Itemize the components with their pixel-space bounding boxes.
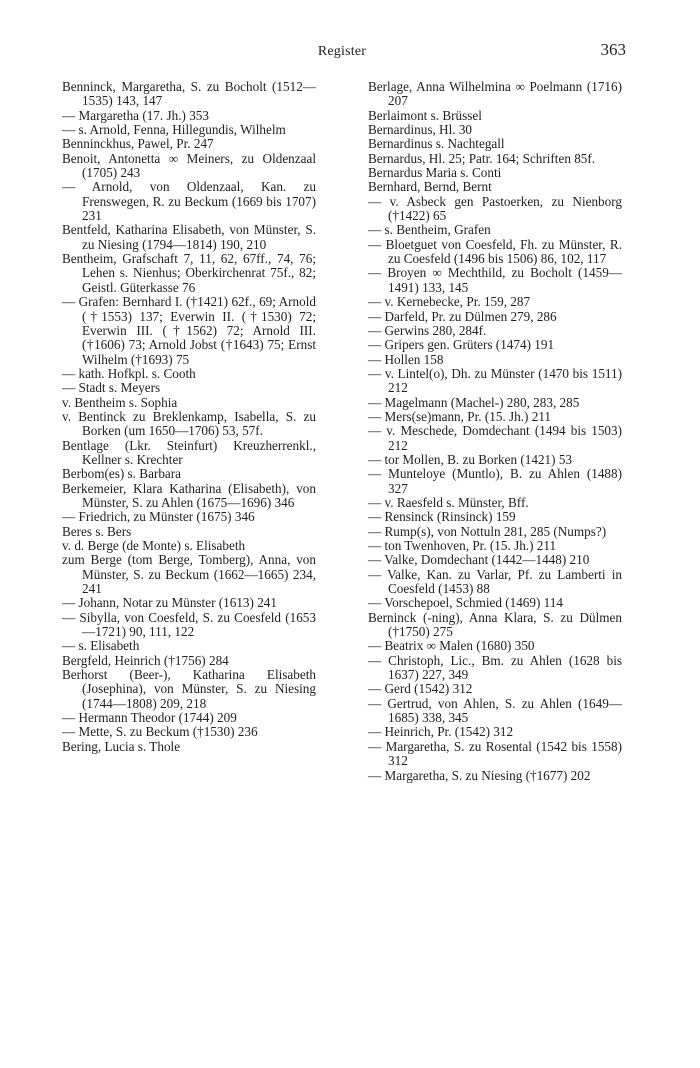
index-entry: — Hermann Theodor (1744) 209 (62, 710, 237, 726)
index-entry: — Darfeld, Pr. zu Dülmen 279, 286 (368, 308, 557, 324)
index-entry: — Magelmann (Machel-) 280, 283, 285 (368, 394, 580, 410)
index-entry: — Margaretha, S. zu Niesing (†1677) 202 (368, 767, 591, 783)
index-entry: — v. Lintel(o), Dh. zu Münster (1470 bis 1511) 212 (368, 365, 622, 396)
index-entry: Bering, Lucia s. Thole (62, 738, 181, 754)
index-entry: — Friedrich, zu Münster (1675) 346 (62, 509, 255, 525)
index-entry: Berbom(es) s. Barbara (62, 466, 182, 482)
running-head: Register (317, 44, 367, 59)
page-number: 363 (600, 40, 626, 59)
index-entry: Bernardinus, Hl. 30 (368, 122, 473, 138)
index-columns (62, 80, 622, 783)
index-entry: — kath. Hofkpl. s. Cooth (62, 365, 196, 381)
index-entry: Berlage, Anna Wilhelmina ∞ Poelmann (1716) 207 (368, 79, 622, 109)
index-entry: — Rump(s), von Nottuln 281, 285 (Numps?) (368, 523, 607, 539)
index-entry: — Hollen 158 (368, 351, 444, 367)
index-entry: — Johann, Notar zu Münster (1613) 241 (62, 595, 277, 611)
index-entry: — Gripers gen. Grüters (1474) 191 (368, 337, 555, 353)
index-entry: Bernardus, Hl. 25; Patr. 164; Schriften 85f. (368, 150, 596, 166)
left-column (62, 80, 316, 783)
index-entry: Benninckhus, Pawel, Pr. 247 (62, 136, 214, 152)
index-entry: — Sibylla, von Coesfeld, S. zu Coesfeld (1653—1721) 90, 111, 122 (62, 609, 316, 640)
index-entry: — Christoph, Lic., Bm. zu Ahlen (1628 bis 1637) 227, 349 (368, 652, 622, 683)
index-entry: — Gertrud, von Ahlen, S. zu Ahlen (1649—1685) 338, 345 (368, 695, 622, 726)
index-entry: Berhorst (Beer-), Katharina Elisabeth (Josephina), von Münster, S. zu Niesing (1744—1808) 209, 218 (62, 667, 316, 711)
index-entry: Bentlage (Lkr. Steinfurt) Kreuzherrenkl., Kellner s. Krechter (62, 437, 316, 467)
index-entry: Berlaimont s. Brüssel (368, 107, 482, 123)
index-entry: — Gerd (1542) 312 (368, 681, 473, 697)
index-entry: — tor Mollen, B. zu Borken (1421) 53 (368, 451, 573, 467)
index-entry: — Vorschepoel, Schmied (1469) 114 (368, 595, 563, 611)
index-entry: — v. Meschede, Domdechant (1494 bis 1503) 212 (368, 423, 622, 453)
index-entry: — s. Arnold, Fenna, Hillegundis, Wilhelm (62, 122, 286, 138)
index-entry: Bernhard, Bernd, Bernt (368, 179, 492, 195)
index-entry: — Rensinck (Rinsinck) 159 (368, 509, 516, 525)
index-entry: — Beatrix ∞ Malen (1680) 350 (368, 638, 535, 654)
index-entry: — Margaretha (17. Jh.) 353 (62, 107, 209, 123)
index-entry: — ton Twenhoven, Pr. (15. Jh.) 211 (368, 538, 557, 553)
index-entry: — Broyen ∞ Mechthild, zu Bocholt (1459—1491) 133, 145 (368, 265, 622, 295)
index-entry: — Margaretha, S. zu Rosental (1542 bis 1558) 312 (368, 738, 622, 769)
index-entry: Beres s. Bers (62, 523, 132, 539)
index-entry: — s. Elisabeth (62, 638, 140, 654)
index-entry: v. d. Berge (de Monte) s. Elisabeth (62, 538, 246, 553)
index-entry: v. Bentinck zu Breklenkamp, Isabella, S. zu Borken (um 1650—1706) 53, 57f. (62, 408, 316, 439)
index-entry: — v. Asbeck gen Pastoerken, zu Nienborg (†1422) 65 (368, 193, 622, 224)
index-entry: — s. Bentheim, Grafen (368, 222, 491, 238)
index-entry: — Stadt s. Meyers (62, 380, 161, 396)
index-entry: Benninck, Margaretha, S. zu Bocholt (1512—1535) 143, 147 (62, 79, 316, 109)
index-entry: Bentfeld, Katharina Elisabeth, von Münster, S. zu Niesing (1794—1814) 190, 210 (62, 222, 316, 252)
index-entry: Bergfeld, Heinrich (†1756) 284 (62, 652, 229, 668)
index-entry: — Bloetguet von Coesfeld, Fh. zu Münster, R. zu Coesfeld (1496 bis 1506) 86, 102, 117 (368, 236, 622, 267)
index-entry: — Valke, Domdechant (1442—1448) 210 (368, 552, 590, 568)
index-entry: — Gerwins 280, 284f. (368, 322, 487, 338)
index-entry: — Arnold, von Oldenzaal, Kan. zu Frenswegen, R. zu Beckum (1669 bis 1707) 231 (62, 179, 316, 224)
index-entry: — Mette, S. zu Beckum (†1530) 236 (62, 724, 258, 740)
index-entry: — Heinrich, Pr. (1542) 312 (368, 724, 514, 740)
index-entry: — Grafen: Bernhard I. (†1421) 62f., 69; Arnold (†1553) 137; Everwin II. (†1530) 72; Everwin III. (†1562) 72; Arnold III. (†1606) 73; Arnold Jobst (†1643) 75; Ernst Wilhelm (†1693) 75 (62, 294, 316, 367)
index-entry: zum Berge (tom Berge, Tomberg), Anna, von Münster, S. zu Beckum (1662—1665) 234, 241 (62, 552, 316, 597)
page-header (62, 40, 626, 66)
index-entry: Bernardinus s. Nachtegall (368, 136, 505, 152)
index-entry: Benoit, Antonetta ∞ Meiners, zu Oldenzaal (1705) 243 (62, 150, 316, 181)
index-entry: — Valke, Kan. zu Varlar, Pf. zu Lamberti in Coesfeld (1453) 88 (368, 566, 622, 597)
index-entry: v. Bentheim s. Sophia (62, 394, 178, 410)
index-entry: — v. Raesfeld s. Münster, Bff. (368, 494, 529, 510)
index-entry: Berkemeier, Klara Katharina (Elisabeth), von Münster, S. zu Ahlen (1675—1696) 346 (62, 480, 316, 510)
index-entry: Bentheim, Grafschaft 7, 11, 62, 67ff., 74, 76; Lehen s. Nienhus; Oberkirchenrat 75f., 82; Geistl. Güterkasse 76 (62, 251, 316, 295)
index-entry: Bernardus Maria s. Conti (368, 165, 502, 181)
index-entry: — Munteloye (Muntlo), B. zu Ahlen (1488) 327 (368, 466, 622, 496)
index-entry: — Mers(se)mann, Pr. (15. Jh.) 211 (368, 408, 552, 424)
index-entry: Berninck (-ning), Anna Klara, S. zu Dülmen (†1750) 275 (368, 609, 622, 640)
right-column (368, 80, 622, 783)
index-entry: — v. Kernebecke, Pr. 159, 287 (368, 294, 531, 310)
